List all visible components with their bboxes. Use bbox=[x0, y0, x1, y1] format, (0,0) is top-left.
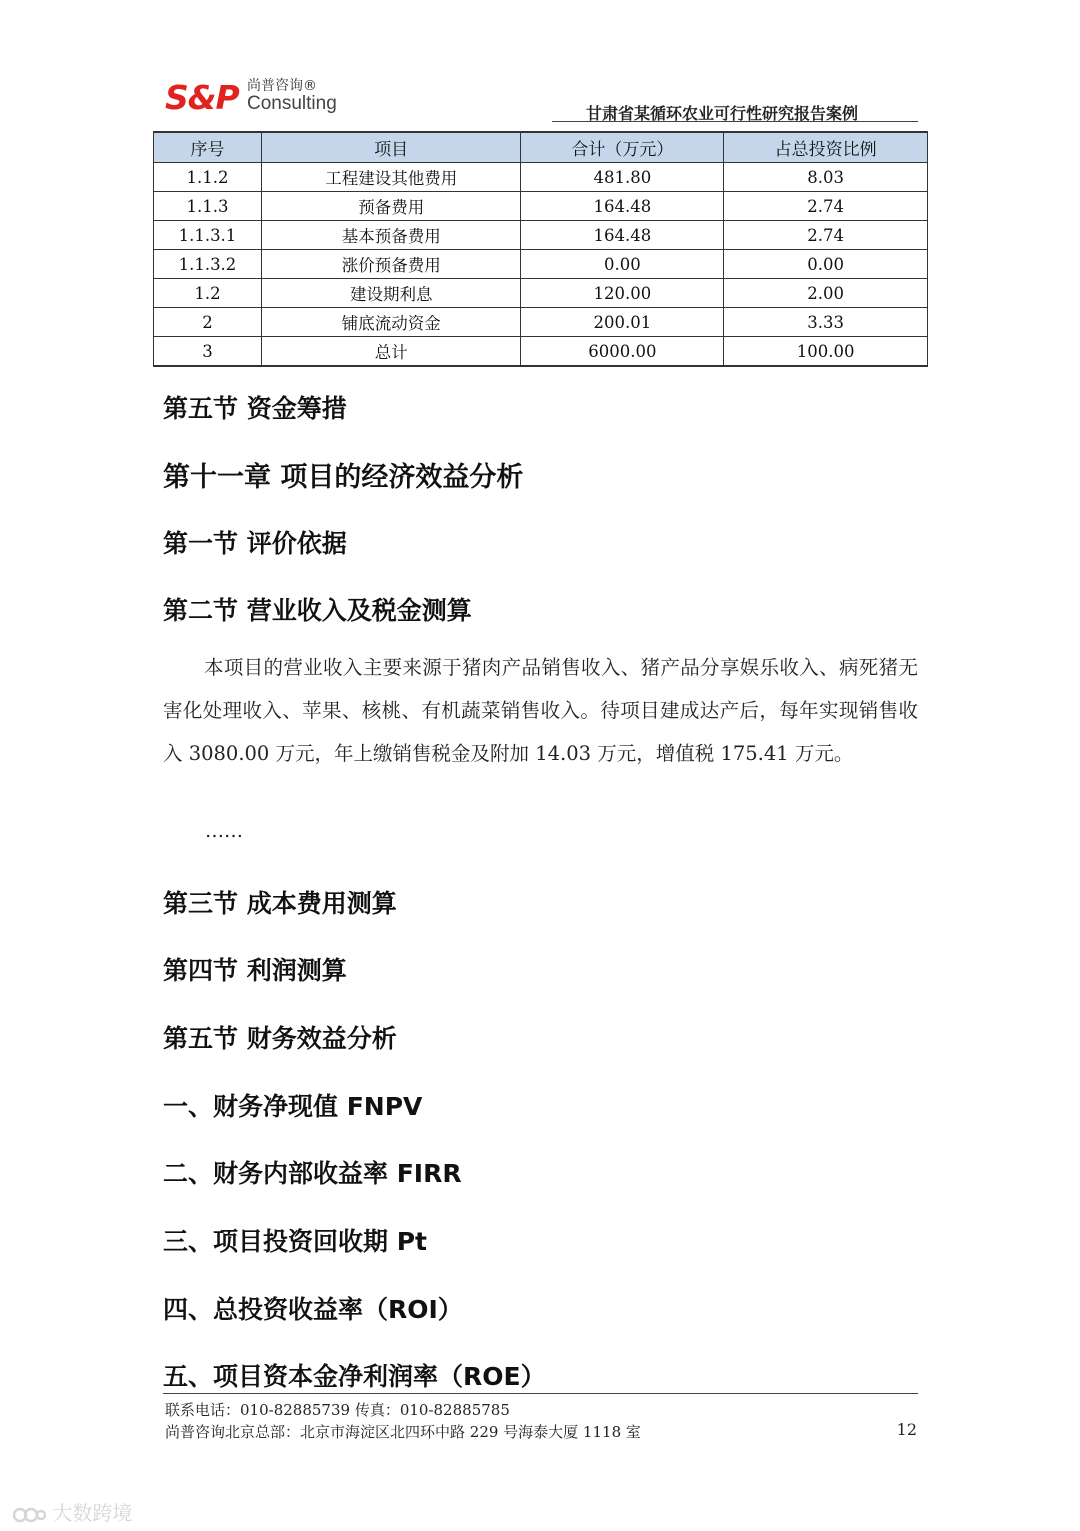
table-row bbox=[154, 163, 928, 192]
company-logo bbox=[165, 78, 335, 118]
item-heading-firr: 二、财务内部收益率 FIRR bbox=[163, 1159, 462, 1188]
table-cell: 0.00 bbox=[724, 250, 928, 279]
table-row bbox=[154, 221, 928, 250]
table-cell: 100.00 bbox=[724, 337, 928, 367]
table-row bbox=[154, 192, 928, 221]
section-heading-cost: 第三节 成本费用测算 bbox=[163, 889, 397, 918]
table-cell: 建设期利息 bbox=[261, 279, 521, 308]
column-header: 占总投资比例 bbox=[724, 132, 928, 163]
item-heading-payback: 三、项目投资回收期 Pt bbox=[163, 1227, 427, 1256]
table-row bbox=[154, 250, 928, 279]
section-heading-financial-benefit: 第五节 财务效益分析 bbox=[163, 1024, 397, 1053]
footer-address: 尚普咨询北京总部：北京市海淀区北四环中路 229 号海泰大厦 1118 室 bbox=[165, 1423, 641, 1441]
logo-chinese-name: 尚普咨询® bbox=[247, 78, 317, 94]
header-divider bbox=[552, 121, 918, 122]
table-row bbox=[154, 337, 928, 367]
table-row bbox=[154, 308, 928, 337]
watermark-text: 大数跨境 bbox=[52, 1501, 133, 1525]
table-cell: 481.80 bbox=[521, 163, 724, 192]
table-cell: 2.00 bbox=[724, 279, 928, 308]
table-cell: 基本预备费用 bbox=[261, 221, 521, 250]
column-header: 合计（万元） bbox=[521, 132, 724, 163]
table-cell: 铺底流动资金 bbox=[261, 308, 521, 337]
table-cell: 2.74 bbox=[724, 192, 928, 221]
table-cell: 6000.00 bbox=[521, 337, 724, 367]
table-cell: 1.1.3.2 bbox=[154, 250, 262, 279]
table-cell: 总计 bbox=[261, 337, 521, 367]
table-cell: 预备费用 bbox=[261, 192, 521, 221]
table-cell: 200.01 bbox=[521, 308, 724, 337]
logo-mark: S&P bbox=[165, 78, 239, 117]
footer-contact: 联系电话：010-82885739 传真：010-82885785 bbox=[165, 1401, 510, 1419]
section-heading-funding: 第五节 资金筹措 bbox=[163, 394, 347, 423]
footer-divider bbox=[163, 1393, 918, 1394]
table-header-row bbox=[154, 132, 928, 163]
page-number: 12 bbox=[896, 1420, 917, 1439]
section-heading-evaluation-basis: 第一节 评价依据 bbox=[163, 529, 347, 558]
table-cell: 8.03 bbox=[724, 163, 928, 192]
item-heading-roi: 四、总投资收益率（ROI） bbox=[163, 1295, 463, 1324]
table-cell: 1.1.3.1 bbox=[154, 221, 262, 250]
ellipsis: …… bbox=[205, 820, 243, 842]
logo-english-name: Consulting bbox=[247, 93, 337, 114]
table-cell: 涨价预备费用 bbox=[261, 250, 521, 279]
table-cell: 164.48 bbox=[521, 221, 724, 250]
table-cell: 1.2 bbox=[154, 279, 262, 308]
table-cell: 0.00 bbox=[521, 250, 724, 279]
item-heading-fnpv: 一、财务净现值 FNPV bbox=[163, 1092, 423, 1121]
table-cell: 1.1.3 bbox=[154, 192, 262, 221]
revenue-paragraph: 本项目的营业收入主要来源于猪肉产品销售收入、猪产品分享娱乐收入、病死猪无害化处理收入、苹果、核桃、有机蔬菜销售收入。待项目建成达产后，每年实现销售收入 3080.00 万元，年上缴销售税金及附加 14.03 万元，增值税 175.41 万元。 bbox=[163, 656, 918, 765]
section-heading-profit: 第四节 利润测算 bbox=[163, 956, 347, 985]
item-heading-roe: 五、项目资本金净利润率（ROE） bbox=[163, 1362, 546, 1391]
table-cell: 2.74 bbox=[724, 221, 928, 250]
table-cell: 1.1.2 bbox=[154, 163, 262, 192]
investment-table bbox=[153, 131, 928, 367]
column-header: 项目 bbox=[261, 132, 521, 163]
table-cell: 120.00 bbox=[521, 279, 724, 308]
chapter-heading: 第十一章 项目的经济效益分析 bbox=[163, 462, 524, 493]
table-cell: 工程建设其他费用 bbox=[261, 163, 521, 192]
report-title: 甘肃省某循环农业可行性研究报告案例 bbox=[585, 104, 858, 123]
watermark-logo-icon bbox=[12, 1504, 46, 1526]
column-header: 序号 bbox=[154, 132, 262, 163]
section-heading-revenue-tax: 第二节 营业收入及税金测算 bbox=[163, 596, 472, 625]
table-cell: 3 bbox=[154, 337, 262, 367]
table-cell: 164.48 bbox=[521, 192, 724, 221]
table-cell: 3.33 bbox=[724, 308, 928, 337]
watermark bbox=[12, 1497, 132, 1526]
table-row bbox=[154, 279, 928, 308]
table-cell: 2 bbox=[154, 308, 262, 337]
